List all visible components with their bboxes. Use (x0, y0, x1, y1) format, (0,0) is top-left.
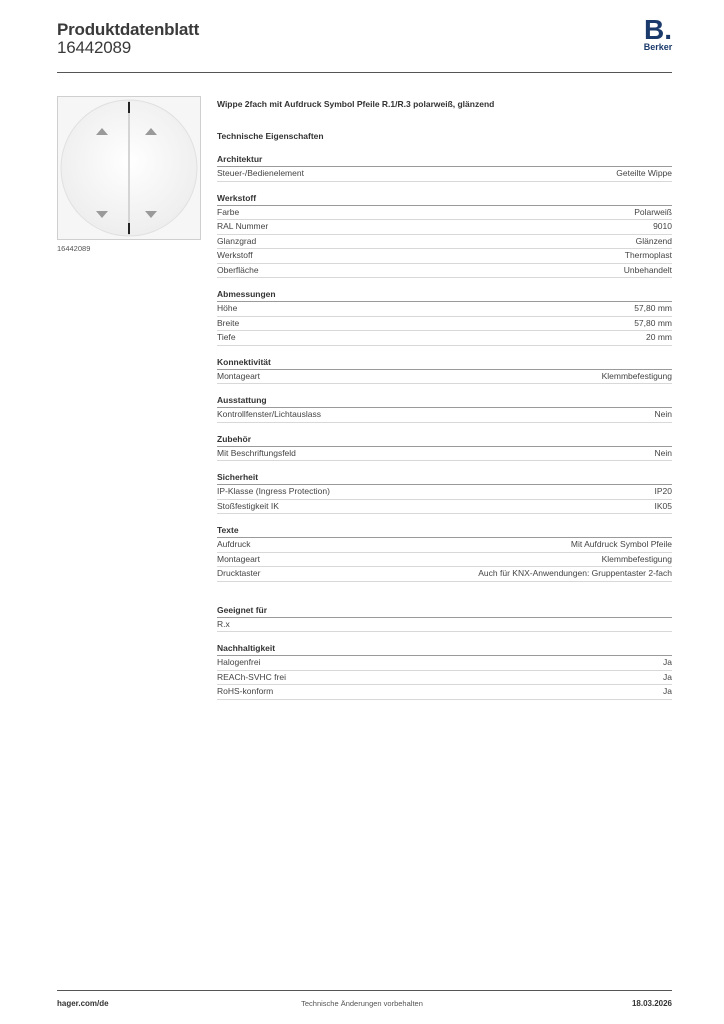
spec-label: REACh-SVHC frei (217, 671, 286, 682)
spec-value: IK05 (654, 500, 672, 511)
section-heading: Zubehör (217, 433, 672, 447)
spec-value: Thermoplast (624, 250, 672, 260)
spec-label: Glanzgrad (217, 235, 257, 246)
spec-section (217, 394, 672, 423)
spec-label: Farbe (217, 206, 240, 217)
spec-row (217, 656, 672, 671)
section-heading: Abmessungen (217, 288, 672, 302)
header-divider (57, 72, 672, 73)
spec-label: R.x (217, 618, 230, 629)
spec-row (217, 447, 672, 462)
spec-label: Kontrollfenster/Lichtauslass (217, 409, 321, 419)
footer-website[interactable]: hager.com/de (57, 999, 109, 1008)
spec-label: Oberfläche (217, 264, 259, 275)
spec-section (217, 433, 672, 462)
logo-letter: B. (644, 15, 672, 43)
spec-row (217, 485, 672, 500)
spec-label: IP-Klasse (Ingress Protection) (217, 486, 330, 496)
spec-label: Halogenfrei (217, 657, 261, 667)
spec-row (217, 302, 672, 317)
spec-row (217, 235, 672, 250)
spec-row (217, 671, 672, 686)
spec-label: Breite (217, 317, 240, 328)
spec-row (217, 538, 672, 553)
spec-row (217, 331, 672, 346)
section-heading: Geeignet für (217, 604, 672, 618)
spec-value: 20 mm (646, 332, 672, 342)
spec-label: Höhe (217, 303, 238, 313)
section-heading: Sicherheit (217, 471, 672, 485)
section-heading: Ausstattung (217, 394, 672, 408)
spec-row (217, 220, 672, 235)
spec-label: Drucktaster (217, 568, 261, 578)
spec-label: Steuer-/Bedienelement (217, 168, 304, 178)
section-heading: Nachhaltigkeit (217, 642, 672, 656)
spec-label: Werkstoff (217, 250, 253, 260)
footer-date: 18.03.2026 (631, 999, 672, 1008)
section-heading: Architektur (217, 153, 672, 167)
spec-value: 57,80 mm (634, 303, 672, 313)
product-title: Wippe 2fach mit Aufdruck Symbol Pfeile R.1/R.3 polarweiß, glänzend (217, 99, 495, 109)
spec-row (217, 685, 672, 700)
spec-value: Klemmbefestigung (601, 553, 672, 564)
spec-row (217, 567, 672, 582)
spec-row (217, 618, 672, 633)
section-subtitle: Technische Eigenschaften (217, 131, 324, 141)
spec-value: Auch für KNX-Anwendungen: Gruppentaster 2-fach (478, 568, 672, 578)
spec-section (217, 604, 672, 633)
spec-row (217, 408, 672, 423)
spec-section (217, 471, 672, 514)
spec-value: 57,80 mm (634, 317, 672, 328)
page-title: Produktdatenblatt (57, 20, 200, 39)
section-heading: Werkstoff (217, 192, 672, 206)
spec-label: RoHS-konform (217, 686, 274, 696)
spec-value: Klemmbefestigung (601, 370, 672, 381)
spec-row (217, 249, 672, 264)
spec-sections (217, 153, 672, 700)
spec-row (217, 167, 672, 182)
spec-label: Aufdruck (217, 539, 251, 549)
spec-row (217, 264, 672, 279)
spec-row (217, 553, 672, 568)
spec-section (217, 192, 672, 279)
spec-label: Stoßfestigkeit IK (217, 500, 279, 511)
section-heading: Konnektivität (217, 356, 672, 370)
spec-label: Montageart (217, 370, 260, 381)
spec-section (217, 356, 672, 385)
spec-value: Nein (654, 447, 672, 458)
spec-value: Polarweiß (634, 206, 672, 217)
spec-label: Mit Beschriftungsfeld (217, 447, 296, 458)
footer-disclaimer: Technische Änderungen vorbehalten (301, 999, 423, 1008)
image-caption: 16442089 (57, 244, 91, 253)
spec-row (217, 500, 672, 515)
spec-section (217, 524, 672, 582)
product-image (57, 96, 201, 240)
spec-section (217, 153, 672, 182)
spec-value: Nein (654, 409, 672, 419)
spec-row (217, 206, 672, 221)
spec-value: Ja (663, 657, 672, 667)
spec-row (217, 317, 672, 332)
spec-section (217, 642, 672, 700)
spec-value: 9010 (653, 221, 672, 231)
logo-wordmark: Berker (643, 42, 673, 52)
spec-value: IP20 (654, 486, 672, 496)
spec-value: Mit Aufdruck Symbol Pfeile (570, 539, 672, 549)
spec-content (217, 97, 672, 700)
footer-divider (57, 990, 672, 991)
spec-value: Ja (663, 671, 672, 682)
spec-section (217, 288, 672, 346)
section-heading: Texte (217, 524, 672, 538)
spec-value: Unbehandelt (623, 264, 672, 275)
spec-label: Tiefe (217, 332, 236, 342)
spec-label: Montageart (217, 553, 260, 564)
spec-value: Ja (663, 686, 672, 696)
berker-logo-icon (638, 15, 678, 55)
spec-label: RAL Nummer (217, 221, 269, 231)
product-number: 16442089 (57, 38, 132, 57)
spec-row (217, 370, 672, 385)
spec-value: Glänzend (635, 235, 672, 246)
spec-value: Geteilte Wippe (616, 168, 672, 178)
